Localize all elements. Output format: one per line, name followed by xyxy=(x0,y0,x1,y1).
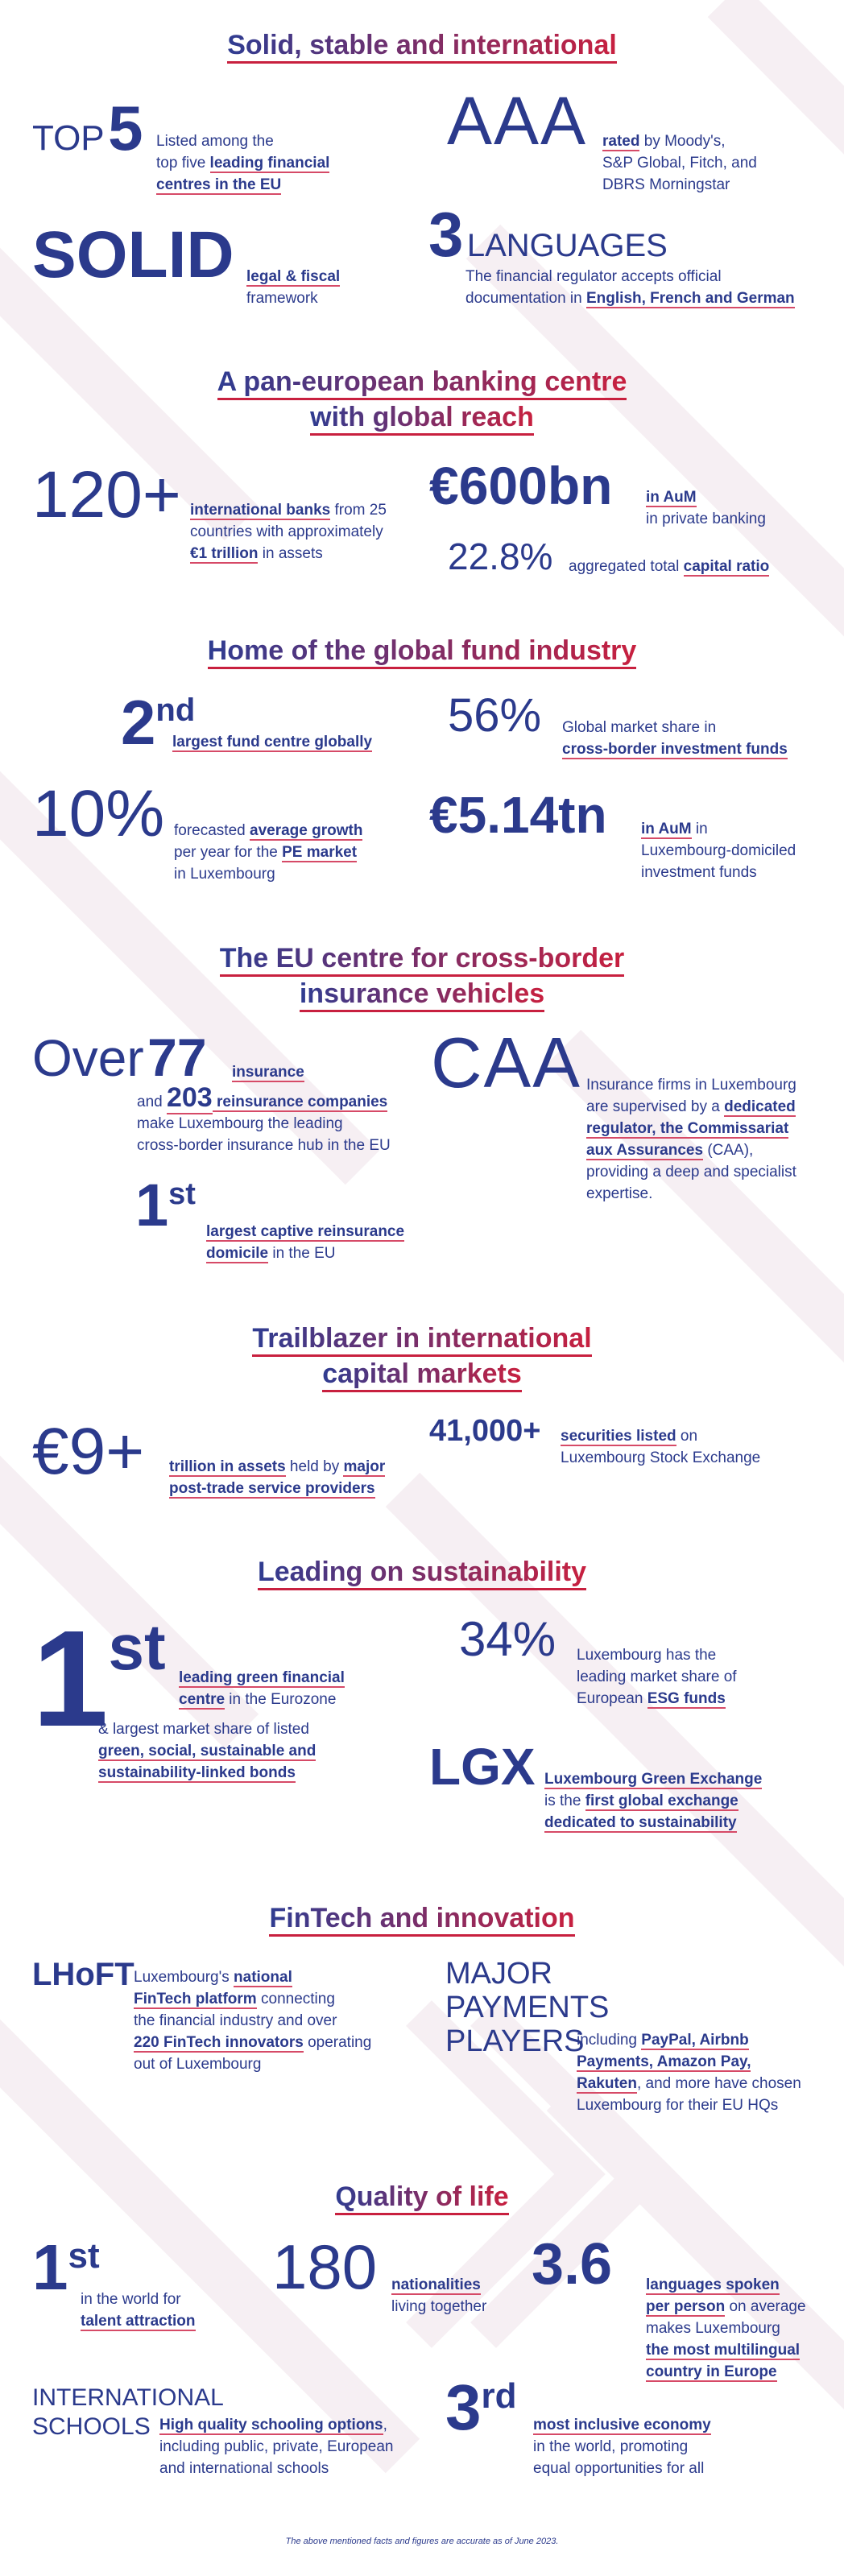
stat-languages-word: LANGUAGES xyxy=(466,228,668,263)
stat-first-number: 1 xyxy=(32,1602,109,1755)
stat-inclusive-text: most inclusive economy in the world, promoting equal opportunities for all xyxy=(533,2417,711,2477)
stat-lgx-number: LGX xyxy=(429,1738,536,1796)
stat-caa-number: CAA xyxy=(431,1023,581,1102)
section-title-banking-2: with global reach xyxy=(0,399,844,435)
stat-solid-number: SOLID xyxy=(32,218,234,292)
stat-over-text: and 203 reinsurance companies make Luxembourg the leading cross-border insurance hub in the EU xyxy=(137,1082,391,1154)
stat-schools-text: High quality schooling options, including public, private, European and international schools xyxy=(159,2417,394,2477)
schools-word-1: INTERNATIONAL xyxy=(32,2384,224,2411)
stat-first-text-b: & largest market share of listed green, social, sustainable and sustainability-linked bonds xyxy=(98,1721,316,1781)
stat-growth-number: 10% xyxy=(32,777,165,850)
stat-languages xyxy=(428,199,668,270)
schools-word-2: SCHOOLS xyxy=(32,2413,151,2440)
stat-langs-text: languages spoken per person on average makes Luxembourg the most multilingual country in Europe xyxy=(646,2276,806,2380)
footnote: The above mentioned facts and figures are accurate as of June 2023. xyxy=(285,2537,559,2546)
stat-esg-text: Luxembourg has the leading market share of European ESG funds xyxy=(577,1647,737,1707)
section-title-insurance-1: The EU centre for cross-border xyxy=(0,941,844,976)
stat-languages-text: The financial regulator accepts official documentation in English, French and German xyxy=(465,268,795,307)
stat-over-number: 77 xyxy=(147,1028,207,1087)
stat-funds-text: in AuM in Luxembourg-domiciled investment funds xyxy=(641,821,796,881)
stat-top5-text: Listed among the top five leading financial centres in the EU xyxy=(156,133,330,193)
stat-langs-number: 3.6 xyxy=(532,2232,613,2297)
stat-ratio-number: 22.8% xyxy=(448,535,553,577)
stat-second-text: largest fund centre globally xyxy=(172,734,373,750)
section-title-insurance-2: insurance vehicles xyxy=(0,976,844,1011)
stat-lgx-text: Luxembourg Green Exchange is the first global exchange dedicated to sustainability xyxy=(544,1771,763,1831)
section-title-banking-1: A pan-european banking centre xyxy=(0,364,844,399)
stat-top5 xyxy=(32,93,143,163)
stat-solid-text: legal & fiscal framework xyxy=(246,268,341,307)
stat-over xyxy=(32,1028,207,1087)
stat-talent-text: in the world for talent attraction xyxy=(81,2291,196,2330)
stat-aum-text: in AuM in private banking xyxy=(646,489,766,527)
stat-captive-number: 1 xyxy=(135,1172,169,1238)
stat-captive xyxy=(135,1172,196,1238)
section-title-capital-1: Trailblazer in international xyxy=(0,1321,844,1356)
stat-aaa-number: AAA xyxy=(447,83,588,159)
stat-lhoft-number: LHoFT xyxy=(32,1957,134,1992)
stat-second-suffix: nd xyxy=(155,693,196,728)
stat-payments-text: including PayPal, Airbnb Payments, Amazon Pay, Rakuten, and more have chosen Luxembourg for their EU HQs xyxy=(577,2032,801,2114)
stat-inclusive xyxy=(445,2371,517,2443)
stat-over-label: insurance xyxy=(232,1064,304,1081)
stat-inclusive-suffix: rd xyxy=(481,2376,517,2416)
stat-caa-text: Insurance firms in Luxembourg are supervised by a dedicated regulator, the Commissariat aux Assurances (CAA), providing a deep and specialist expertise. xyxy=(586,1077,796,1202)
stat-nations-text: nationalities living together xyxy=(391,2276,487,2315)
payments-word-1: MAJOR xyxy=(445,1957,552,1991)
stat-over-prefix: Over xyxy=(32,1029,144,1087)
stat-second-number: 2 xyxy=(121,687,156,758)
stat-ratio-text: aggregated total capital ratio xyxy=(569,558,770,575)
stat-share-text: Global market share in cross-border investment funds xyxy=(562,719,788,758)
stat-trillion-text: trillion in assets held by major post-trade service providers xyxy=(169,1458,386,1497)
stat-esg-number: 34% xyxy=(459,1612,556,1666)
stat-top5-prefix: TOP xyxy=(32,118,105,158)
stat-nations-number: 180 xyxy=(272,2231,378,2302)
stat-share-number: 56% xyxy=(448,689,542,742)
stat-securities-number: 41,000+ xyxy=(429,1414,541,1448)
section-title-funds: Home of the global fund industry xyxy=(0,633,844,668)
stat-funds-number: €5.14tn xyxy=(429,786,607,844)
stat-securities-text: securities listed on Luxembourg Stock Exchange xyxy=(561,1428,761,1466)
stat-first-suffix: st xyxy=(108,1611,166,1683)
stat-inclusive-number: 3 xyxy=(445,2371,482,2443)
stat-top5-number: 5 xyxy=(108,93,143,163)
stat-banks-text: international banks from 25 countries with approximately €1 trillion in assets xyxy=(190,502,387,562)
section-title-capital-2: capital markets xyxy=(0,1356,844,1391)
section-title-fintech: FinTech and innovation xyxy=(0,1900,844,1936)
section-title-quality: Quality of life xyxy=(0,2179,844,2214)
payments-word-2: PAYMENTS xyxy=(445,1991,610,2024)
stat-captive-suffix: st xyxy=(168,1177,196,1211)
stat-languages-number: 3 xyxy=(428,199,464,270)
stat-first-text-a: leading green financial centre in the Eurozone xyxy=(179,1669,345,1708)
stat-banks-number: 120+ xyxy=(32,458,181,531)
payments-word-3: PLAYERS xyxy=(445,2024,585,2058)
stat-talent-number: 1 xyxy=(32,2231,68,2303)
stat-lhoft-text: Luxembourg's national FinTech platform connecting the financial industry and over 220 FinTech innovators operating out of Luxembourg xyxy=(134,1969,372,2073)
stat-aum-number: €600bn xyxy=(429,456,613,515)
stat-talent-suffix: st xyxy=(68,2236,100,2276)
section-title-sustainability: Leading on sustainability xyxy=(0,1554,844,1590)
stat-growth-text: forecasted average growth per year for the PE market in Luxembourg xyxy=(174,822,363,883)
section-title-solid: Solid, stable and international xyxy=(0,27,844,63)
stat-aaa-text: rated by Moody's, S&P Global, Fitch, and DBRS Morningstar xyxy=(602,133,757,193)
stat-trillion-number: €9+ xyxy=(32,1415,145,1488)
stat-captive-text: largest captive reinsurance domicile in the EU xyxy=(206,1223,405,1262)
